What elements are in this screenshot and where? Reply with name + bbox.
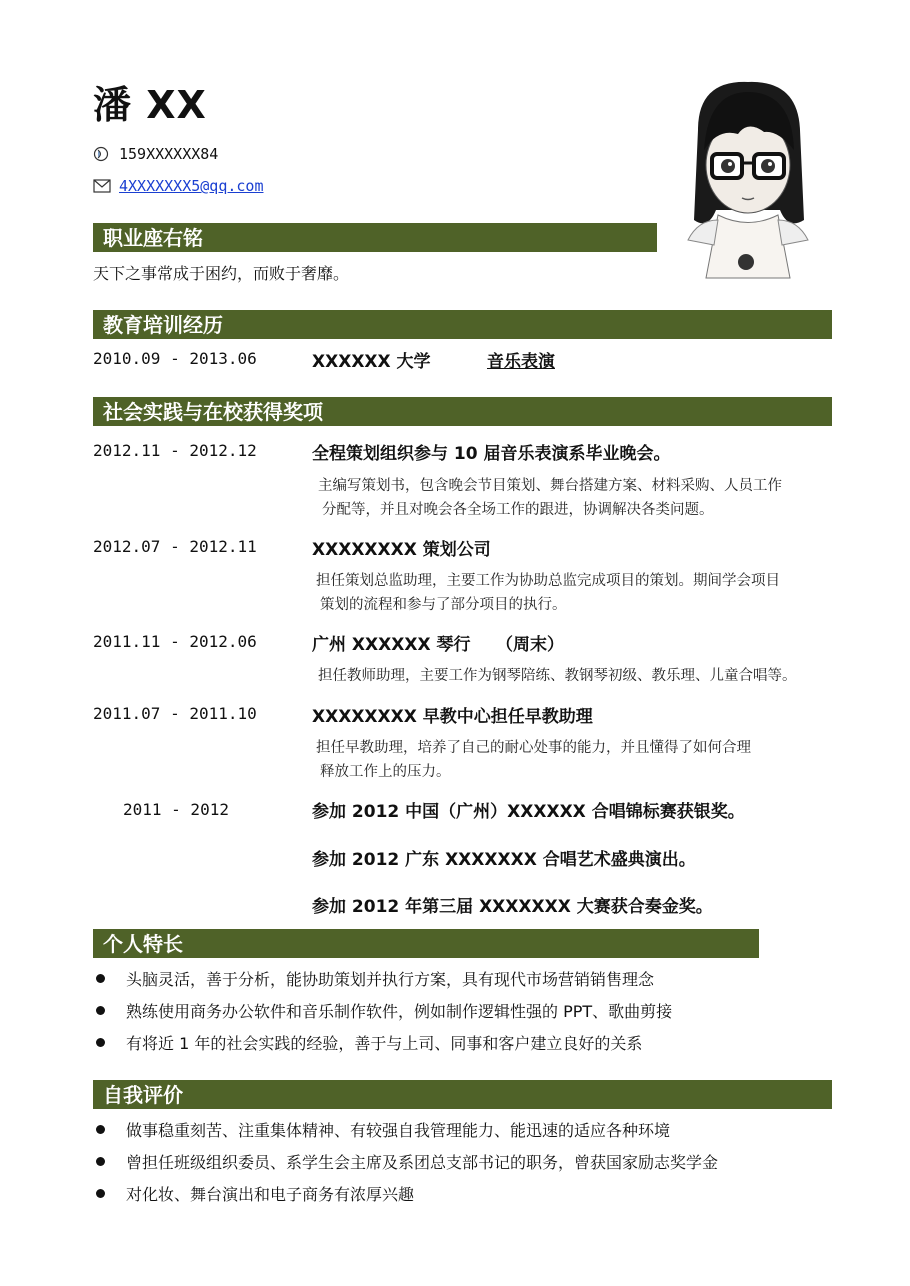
practice-date: 2011.11 - 2012.06 — [93, 632, 257, 651]
awards-date: 2011 - 2012 — [123, 800, 229, 819]
skill-item — [93, 1031, 642, 1054]
phone-icon — [93, 146, 111, 162]
practice-heading: 广州 XXXXXX 琴行 （周末） — [312, 635, 564, 655]
practice-desc-line: 策划的流程和参与了部分项目的执行。 — [320, 597, 567, 613]
award-line: 参加 2012 中国（广州）XXXXXX 合唱锦标赛获银奖。 — [312, 802, 745, 822]
award-line: 参加 2012 广东 XXXXXXX 合唱艺术盛典演出。 — [312, 850, 696, 870]
evaluation-text: 对化妆、舞台演出和电子商务有浓厚兴趣 — [126, 1185, 415, 1204]
bullet-icon — [96, 974, 105, 983]
practice-desc-line: 分配等，并且对晚会各全场工作的跟进，协调解决各类问题。 — [322, 502, 714, 518]
profile-avatar — [668, 70, 828, 282]
skill-item — [93, 967, 654, 990]
skill-text: 有将近 1 年的社会实践的经验，善于与上司、同事和客户建立良好的关系 — [126, 1034, 643, 1053]
practice-desc-line: 担任教师助理，主要工作为钢琴陪练、教钢琴初级、教乐理、儿童合唱等。 — [318, 668, 797, 684]
candidate-name: 潘 XX — [93, 83, 207, 127]
practice-date: 2011.07 - 2011.10 — [93, 704, 257, 723]
motto-text: 天下之事常成于困约，而败于奢靡。 — [93, 264, 350, 283]
phone-row — [93, 145, 218, 163]
phone-number: 159XXXXXX84 — [119, 145, 219, 163]
evaluation-item — [93, 1118, 670, 1141]
evaluation-text: 做事稳重刻苦、注重集体精神、有较强自我管理能力、能迅速的适应各种环境 — [126, 1121, 671, 1140]
skill-text: 熟练使用商务办公软件和音乐制作软件，例如制作逻辑性强的 PPT、歌曲剪接 — [126, 1002, 673, 1021]
skill-text: 头脑灵活，善于分析，能协助策划并执行方案，具有现代市场营销销售理念 — [126, 970, 655, 989]
section-skills-header: 个人特长 — [93, 929, 759, 958]
bullet-icon — [96, 1125, 105, 1134]
education-school: XXXXXX 大学 — [312, 352, 431, 372]
envelope-icon — [93, 179, 111, 193]
practice-date: 2012.11 - 2012.12 — [93, 441, 257, 460]
section-practice-header: 社会实践与在校获得奖项 — [93, 397, 832, 426]
bullet-icon — [96, 1006, 105, 1015]
evaluation-item — [93, 1150, 718, 1173]
bullet-icon — [96, 1157, 105, 1166]
practice-desc-line: 主编写策划书，包含晚会节目策划、舞台搭建方案、材料采购、人员工作 — [318, 478, 782, 494]
award-line: 参加 2012 年第三届 XXXXXXX 大赛获合奏金奖。 — [312, 897, 713, 917]
email-row — [93, 177, 264, 195]
education-major: 音乐表演 — [487, 352, 555, 372]
email-link[interactable]: 4XXXXXXX5@qq.com — [119, 177, 264, 195]
practice-heading: 全程策划组织参与 10 届音乐表演系毕业晚会。 — [312, 444, 671, 464]
practice-heading: XXXXXXXX 策划公司 — [312, 540, 491, 560]
practice-desc-line: 担任早教助理，培养了自己的耐心处事的能力，并且懂得了如何合理 — [316, 740, 751, 756]
practice-date: 2012.07 - 2012.11 — [93, 537, 257, 556]
evaluation-text: 曾担任班级组织委员、系学生会主席及系团总支部书记的职务，曾获国家励志奖学金 — [126, 1153, 719, 1172]
section-education-header: 教育培训经历 — [93, 310, 832, 339]
evaluation-item — [93, 1182, 414, 1205]
bullet-icon — [96, 1038, 105, 1047]
section-evaluation-header: 自我评价 — [93, 1080, 832, 1109]
section-motto-header: 职业座右铭 — [93, 223, 657, 252]
practice-heading: XXXXXXXX 早教中心担任早教助理 — [312, 707, 593, 727]
skill-item — [93, 999, 672, 1022]
education-period: 2010.09 - 2013.06 — [93, 349, 257, 368]
practice-desc-line: 担任策划总监助理，主要工作为协助总监完成项目的策划。期间学会项目 — [316, 573, 780, 589]
bullet-icon — [96, 1189, 105, 1198]
practice-desc-line: 释放工作上的压力。 — [320, 764, 451, 780]
